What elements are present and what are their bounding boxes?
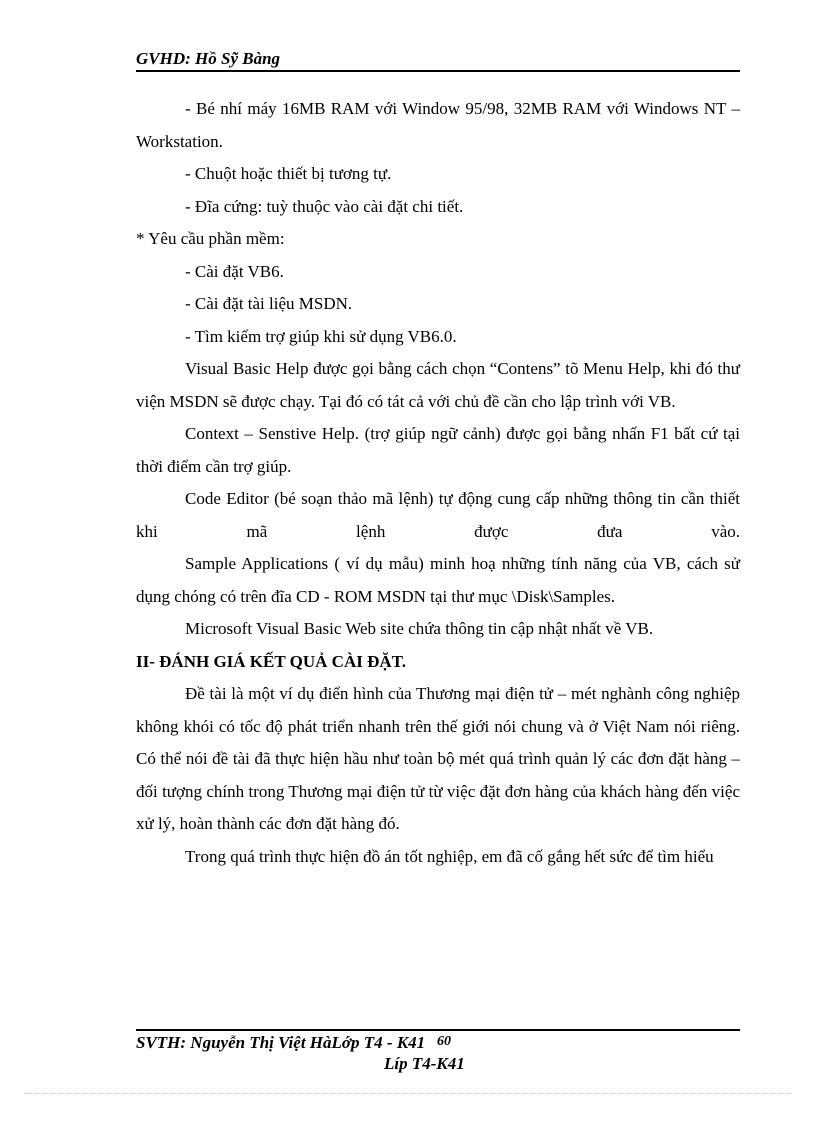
footer-author: SVTH: Nguyễn Thị Việt HàLớp T4 - K41 [136, 1033, 426, 1052]
document-body [136, 93, 740, 873]
paragraph-context-help: Context – Senstive Help. (trợ giúp ngữ cảnh) được gọi bằng nhấn F1 bất cứ tại thời điểm cần trợ giúp. [136, 424, 740, 476]
paragraph-evaluation: Đề tài là một ví dụ điển hình của Thương mại điện tử – mét nghành công nghiệp không khói có tốc độ phát triển nhanh trên thế giới nói chung và ở Việt Nam nói riêng. Có thể nói đề tài đã thực hiện hầu như toàn bộ mét quá trình quản lý các đơn đặt hàng – đối tượng chính trong Thương mại điện tử từ việc đặt đơn hàng của khách hàng đến việc xử lý, hoàn thành các đơn đặt hàng đó. [136, 684, 740, 833]
page-bottom-border [24, 1093, 792, 1094]
paragraph-search-help: - Tìm kiếm trợ giúp khi sử dụng VB6.0. [185, 326, 457, 346]
section-heading: II- ĐÁNH GIÁ KẾT QUẢ CÀI ĐẶT. [136, 651, 406, 671]
page-header [136, 48, 740, 72]
header-text: GVHD: Hồ Sỹ Bàng [136, 49, 281, 68]
footer-divider [136, 1029, 740, 1031]
paragraph-web-site: Microsoft Visual Basic Web site chứa thông tin cập nhật nhất về VB. [185, 619, 654, 638]
paragraph-sample-apps: Sample Applications ( ví dụ mẫu) minh hoạ những tính năng của VB, cách sử dụng chóng có trên đĩa CD - ROM MSDN tại thư mục \Disk\Samples. [136, 554, 740, 606]
paragraph-harddisk: - Đĩa cứng: tuỳ thuộc vào cài đặt chi tiết. [185, 196, 464, 216]
paragraph-ram: - Bé nhí máy 16MB RAM với Window 95/98, 32MB RAM với Windows NT – Workstation. [136, 99, 740, 151]
page-number: 60 [437, 1034, 451, 1049]
paragraph-mouse: - Chuột hoặc thiết bị tương tự. [185, 164, 392, 183]
paragraph-vb-help: Visual Basic Help được gọi bằng cách chọn “Contens” tõ Menu Help, khi đó thư viện MSDN sẽ được chạy. Tại đó có tát cả với chủ đề cần cho lập trình với VB. [136, 359, 740, 411]
paragraph-install-msdn: - Cài đặt tài liệu MSDN. [185, 294, 353, 313]
paragraph-conclusion: Trong quá trình thực hiện đồ án tốt nghiệp, em đã cố gắng hết sức để tìm hiểu [185, 846, 714, 866]
footer-class: Líp T4-K41 [384, 1054, 465, 1073]
paragraph-code-editor: Code Editor (bé soạn thảo mã lệnh) tự động cung cấp những thông tin cần thiết khi mã lệnh được đưa vào. [136, 489, 740, 541]
paragraph-software-req: * Yêu cầu phần mềm: [136, 229, 285, 248]
paragraph-install-vb6: - Cài đặt VB6. [185, 261, 284, 281]
